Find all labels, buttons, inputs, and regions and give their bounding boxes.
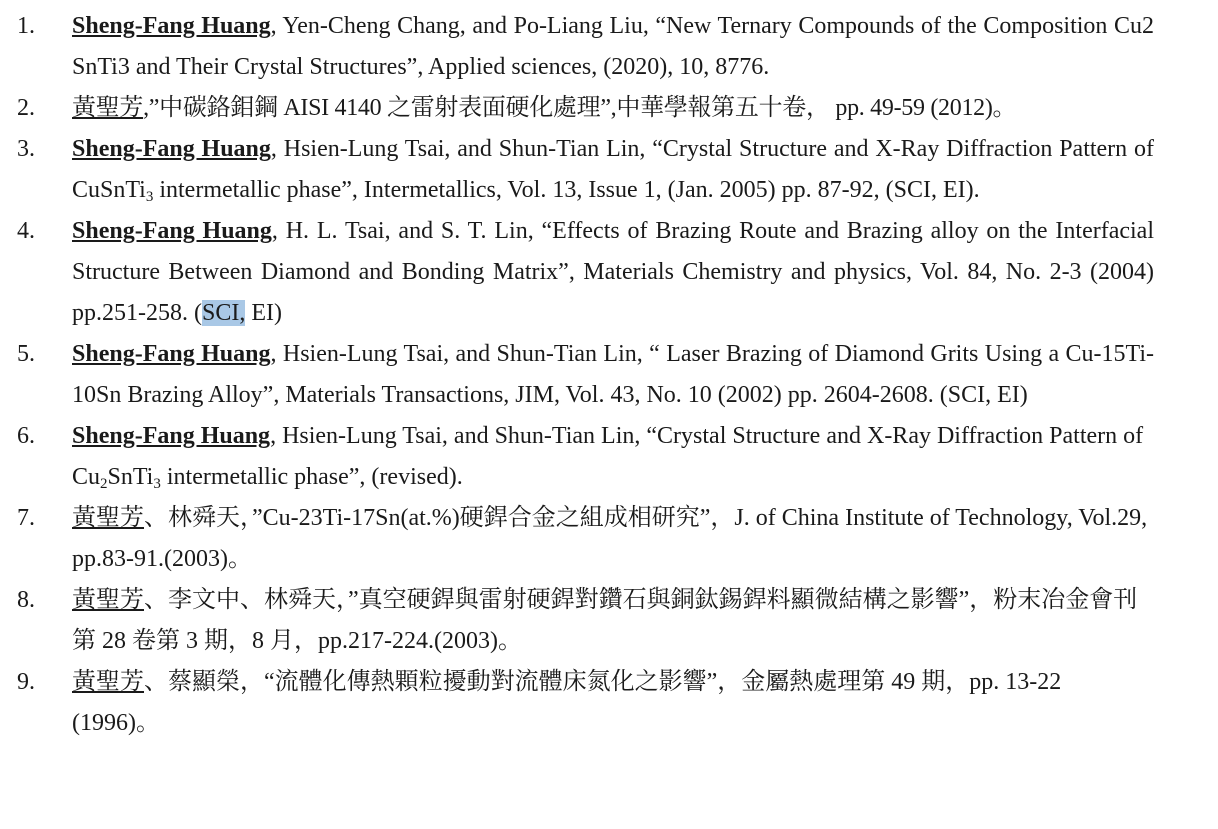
item-number: 4. bbox=[17, 218, 35, 244]
citation-text: EI) bbox=[245, 300, 282, 326]
item-number: 6. bbox=[17, 423, 35, 449]
citation-text: 、李文中、林舜天，”真空硬銲與雷射硬銲對鑽石與銅鈦錫銲料顯微結構之影響”，粉末冶金會刊第 28 卷第 3 期，8 月，pp.217-224.(2003)。 bbox=[72, 587, 1138, 654]
citation-text: , H. L. Tsai, and S. T. Lin, “Effects of Brazing Route and Brazing alloy on the Interfacial Structure Between Diamond and Bonding Matrix”, Materials Chemistry and physics, Vol. 84, No. 2-3 (2004) pp.251-258. ( bbox=[72, 218, 1154, 326]
publication-item bbox=[0, 334, 1154, 416]
citation-text: intermetallic phase”, Intermetallics, Vol. 13, Issue 1, (Jan. 2005) pp. 87-92, (SCI, EI). bbox=[153, 177, 980, 203]
item-number: 8. bbox=[17, 587, 35, 613]
publication-item bbox=[0, 129, 1154, 211]
item-number: 1. bbox=[17, 13, 35, 39]
author-name: 黃聖芳 bbox=[72, 587, 144, 613]
item-number: 9. bbox=[17, 669, 35, 695]
publication-item bbox=[0, 88, 1154, 129]
author-name: Sheng-Fang Huang bbox=[72, 341, 271, 367]
citation-text: , Hsien-Lung Tsai, and Shun-Tian Lin, “Crystal Structure and X-Ray Diffraction Pattern of CuSnTi bbox=[72, 136, 1155, 203]
item-number: 3. bbox=[17, 136, 35, 162]
item-number: 7. bbox=[17, 505, 35, 531]
publication-item bbox=[0, 416, 1154, 498]
publication-item bbox=[0, 662, 1154, 744]
citation-text: intermetallic phase”, (revised). bbox=[160, 464, 463, 490]
citation-text: , Yen-Cheng Chang, and Po-Liang Liu, “New Ternary Compounds of the Composition Cu2 SnTi3 and Their Crystal Structures”, Applied sciences, (2020), 10, 8776. bbox=[72, 13, 1155, 80]
citation-text: 、林舜天，”Cu-23Ti-17Sn(at.%)硬銲合金之組成相研究”，J. of China Institute of Technology, Vol.29, pp.83-91.(2003)。 bbox=[72, 505, 1148, 572]
publication-item bbox=[0, 580, 1154, 662]
author-name: Sheng-Fang Huang bbox=[72, 423, 271, 449]
subscript: 3 bbox=[153, 476, 161, 492]
author-name: 黃聖芳 bbox=[72, 505, 144, 531]
subscript: 3 bbox=[145, 189, 154, 205]
publication-item bbox=[0, 498, 1154, 580]
citation-text: , Hsien-Lung Tsai, and Shun-Tian Lin, “Crystal Structure and X-Ray Diffraction Pattern of Cu bbox=[72, 423, 1144, 490]
publication-item bbox=[0, 6, 1154, 88]
author-name: 黃聖芳 bbox=[72, 95, 144, 121]
citation-text: ,”中碳鉻鉬鋼 AISI 4140 之雷射表面硬化處理”,中華學報第五十卷， pp. 49-59 (2012)。 bbox=[143, 95, 1017, 121]
selected-text[interactable]: SCI, bbox=[201, 300, 246, 326]
author-name: Sheng-Fang Huang bbox=[72, 218, 272, 244]
citation-text: 、蔡顯榮，“流體化傳熱顆粒擾動對流體床氮化之影響”，金屬熱處理第 49 期，pp. 13-22 (1996)。 bbox=[72, 669, 1062, 736]
subscript: 2 bbox=[100, 476, 108, 492]
citation-text: , Hsien-Lung Tsai, and Shun-Tian Lin, “ Laser Brazing of Diamond Grits Using a Cu-15Ti-10Sn Brazing Alloy”, Materials Transactions, JIM, Vol. 43, No. 10 (2002) pp. 2604-2608. (SCI, EI) bbox=[72, 341, 1155, 408]
author-name: 黃聖芳 bbox=[72, 669, 144, 695]
author-name: Sheng-Fang Huang bbox=[72, 13, 271, 39]
citation-text: SnTi bbox=[107, 464, 154, 490]
publication-item bbox=[0, 211, 1154, 334]
author-name: Sheng-Fang Huang bbox=[72, 136, 271, 162]
item-number: 2. bbox=[17, 95, 35, 121]
item-number: 5. bbox=[17, 341, 35, 367]
